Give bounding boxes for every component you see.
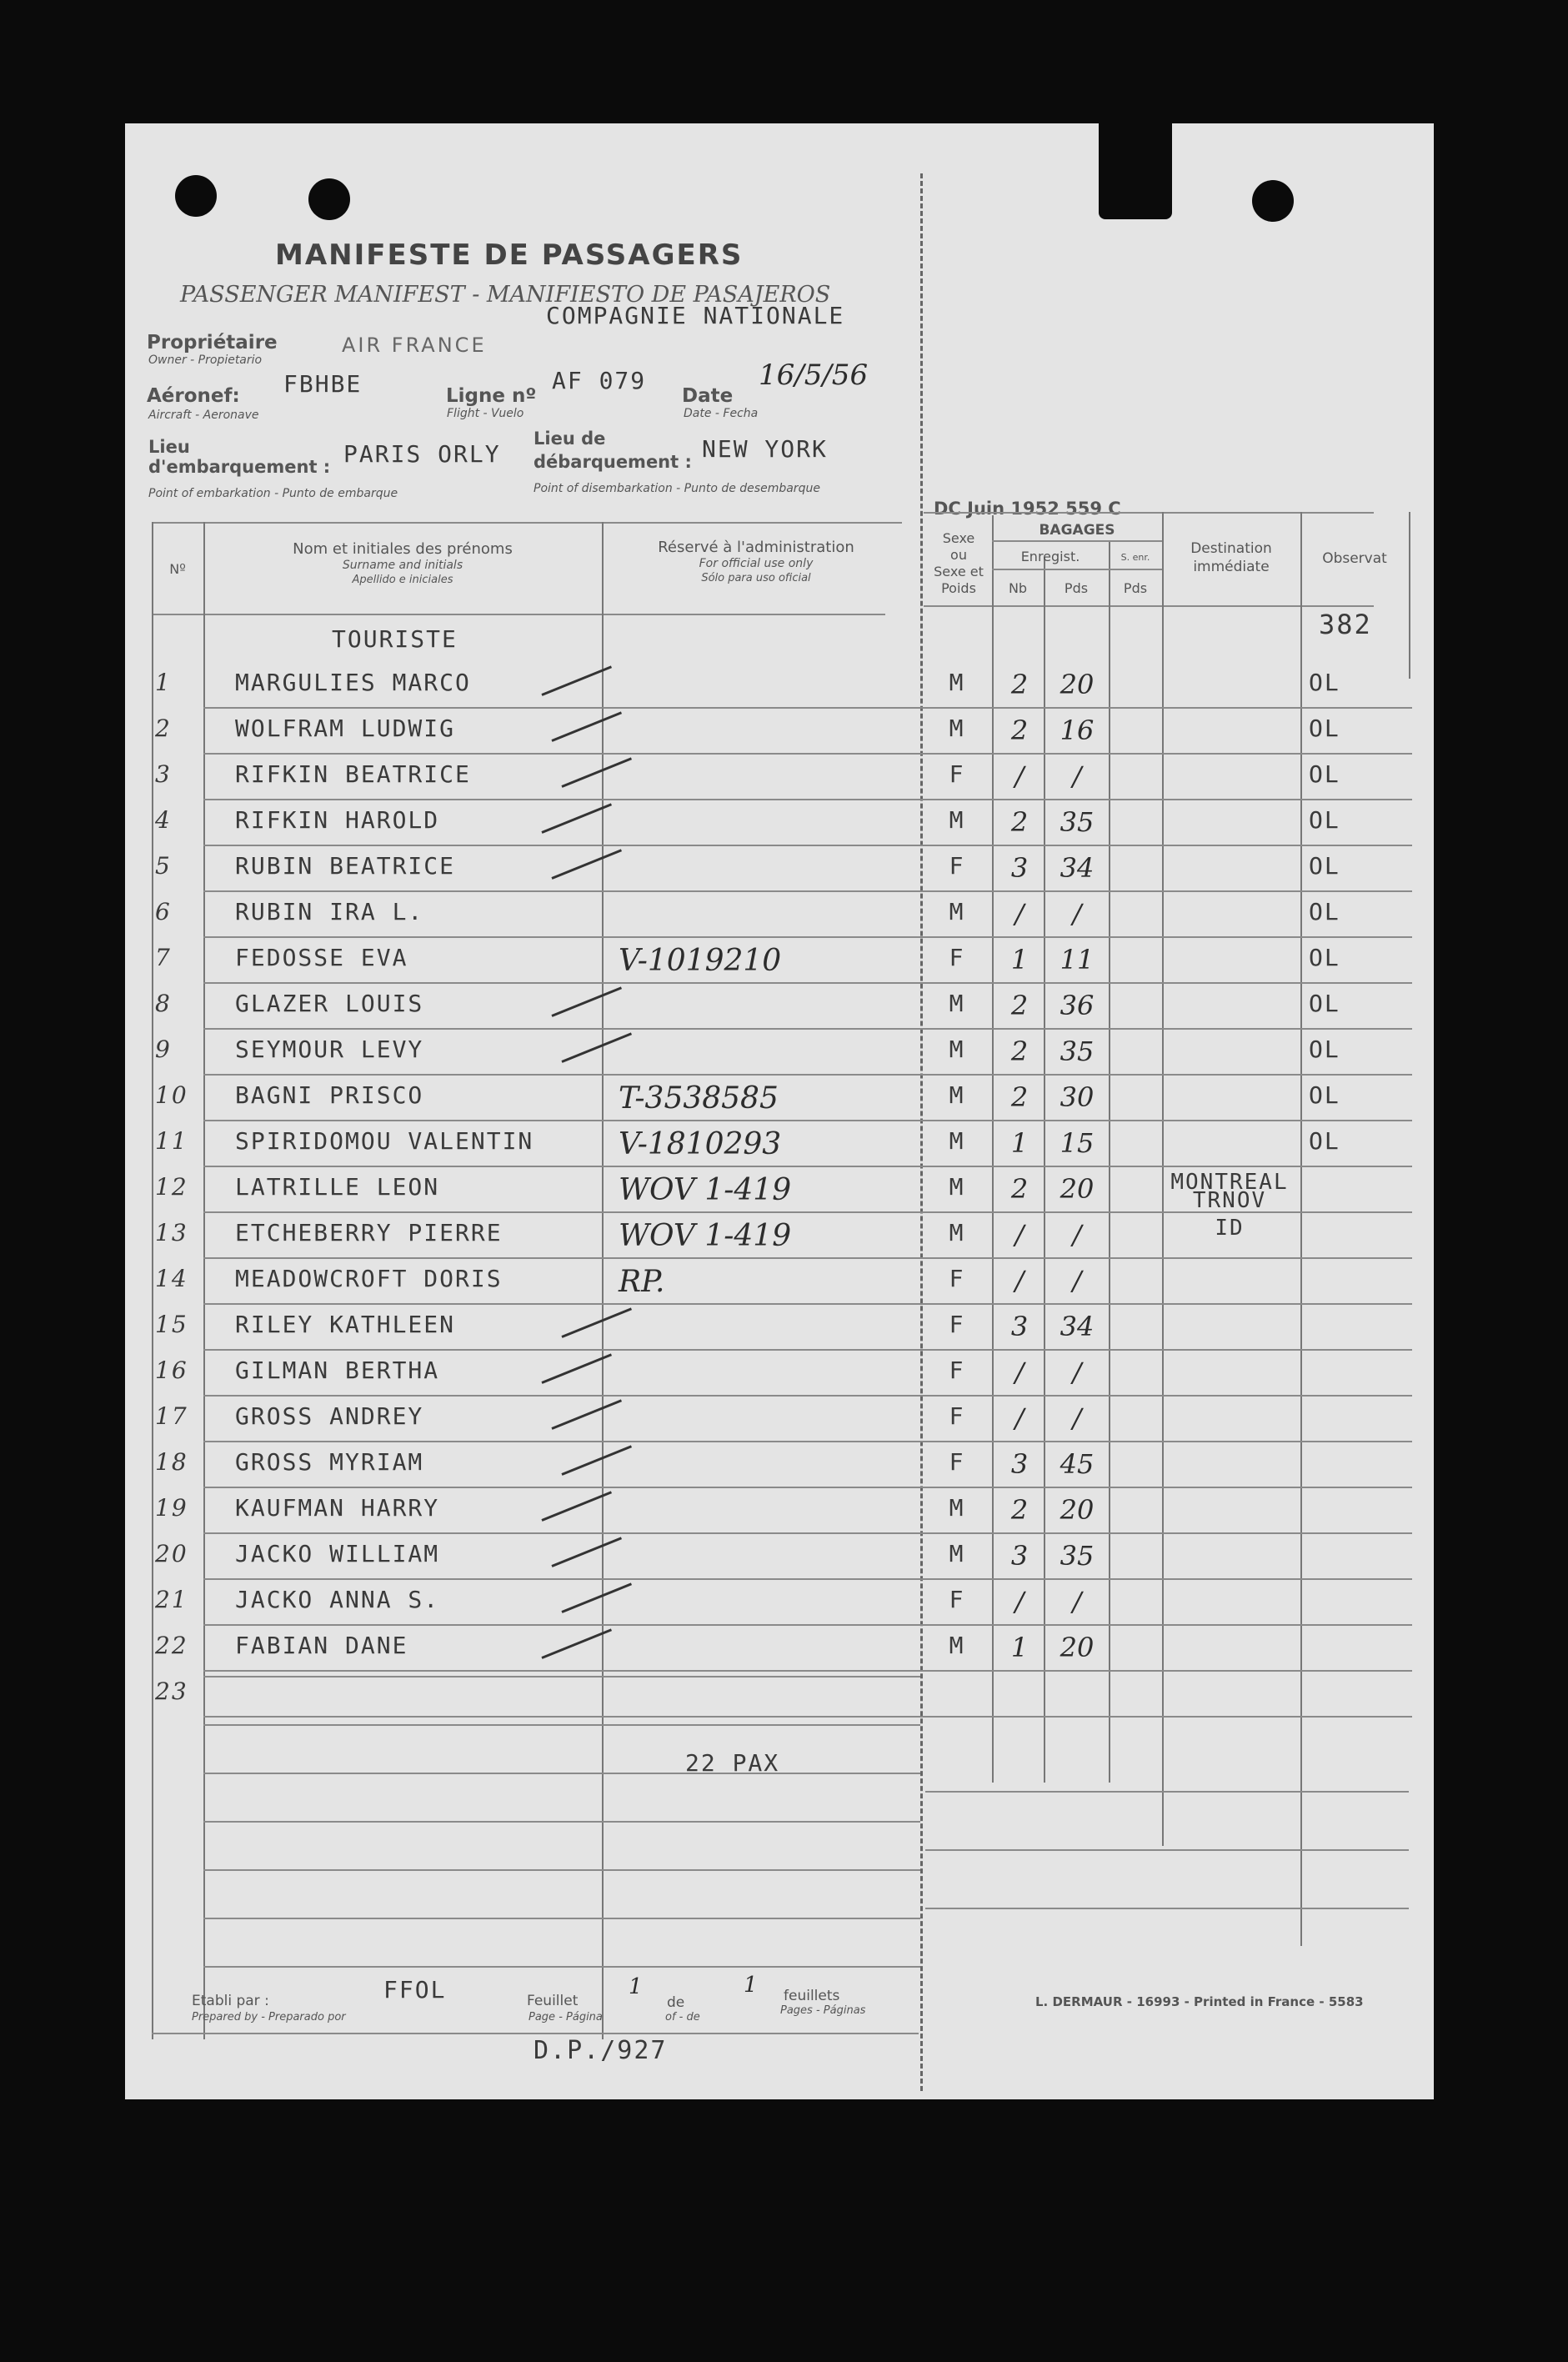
passenger-sex: M [949, 1540, 965, 1567]
table-rule [203, 1918, 920, 1919]
table-rule-right [925, 1849, 1409, 1851]
date-label: Date [682, 385, 734, 407]
observation: OL [1309, 944, 1340, 971]
passenger-sex: F [949, 1448, 965, 1476]
row-number: 19 [155, 1494, 188, 1522]
observations-number: 382 [1319, 609, 1372, 640]
baggage-count: / [1014, 1265, 1024, 1296]
passenger-name: SEYMOUR LEVY [235, 1036, 424, 1063]
col-header-name-es: Apellido e iniciales [352, 574, 453, 586]
destination: ID [1215, 1216, 1245, 1241]
baggage-weight: / [1072, 1586, 1082, 1617]
row-number: 3 [155, 760, 172, 788]
table-row [125, 893, 1434, 939]
embark-sublabel: Point of embarkation - Punto de embarque [148, 487, 398, 500]
table-row [125, 1489, 1434, 1535]
observation: OL [1309, 669, 1340, 696]
table-row [125, 1535, 1434, 1581]
baggage-weight: / [1072, 1265, 1082, 1296]
col-header-admin: Réservé à l'administration [658, 539, 854, 556]
passenger-sex: F [949, 852, 965, 880]
observation: OL [1309, 760, 1340, 788]
row-rule [203, 936, 1412, 938]
official-use: WOV 1-419 [619, 1173, 792, 1207]
table-rule [203, 1773, 920, 1774]
observation: OL [1309, 715, 1340, 742]
passenger-name: LATRILLE LEON [235, 1173, 440, 1201]
footer-rule [152, 2033, 919, 2034]
baggage-weight: 16 [1060, 715, 1095, 746]
dp-reference: D.P./927 [534, 2036, 668, 2065]
row-number: 14 [155, 1265, 188, 1292]
flight-label: Ligne nº [446, 385, 537, 407]
baggage-weight: 36 [1060, 990, 1095, 1021]
row-rule [203, 1395, 1412, 1397]
col-header-unregistered: S. enr. [1120, 552, 1150, 563]
passenger-sex: F [949, 1265, 965, 1292]
table-rule [203, 1676, 920, 1677]
col-header-observations: Observat [1322, 550, 1387, 567]
date-value: 16/5/56 [759, 359, 869, 392]
row-number: 7 [155, 944, 172, 971]
table-row [125, 1122, 1434, 1168]
table-row [125, 1214, 1434, 1260]
col-header-no: Nº [169, 561, 186, 577]
baggage-weight: 35 [1060, 1540, 1095, 1572]
baggage-weight: 11 [1060, 944, 1095, 975]
baggage-count: 2 [1010, 990, 1029, 1021]
official-use: T-3538585 [619, 1081, 779, 1116]
of-value: 1 [744, 1973, 758, 1998]
baggage-count: / [1014, 760, 1024, 792]
baggage-count: 2 [1010, 669, 1029, 700]
class-label: TOURISTE [332, 625, 458, 653]
check-mark [551, 1537, 622, 1567]
baggage-count: / [1014, 1402, 1024, 1434]
owner-label: Propriétaire [147, 332, 278, 354]
row-number: 13 [155, 1219, 188, 1246]
baggage-count: 3 [1010, 1540, 1029, 1572]
col-header-name-en: Surname and initials [342, 559, 463, 572]
check-mark [541, 665, 612, 695]
check-mark [551, 986, 622, 1016]
table-row [125, 1397, 1434, 1443]
sheet-value: 1 [629, 1974, 643, 1999]
row-rule [203, 1487, 1412, 1488]
table-header-rule-right [924, 605, 1374, 607]
observation: OL [1309, 1081, 1340, 1109]
table-row [125, 1627, 1434, 1672]
row-number: 11 [155, 1127, 188, 1155]
table-row [125, 710, 1434, 755]
passenger-sex: M [949, 1219, 965, 1246]
table-row [125, 1443, 1434, 1489]
table-row [125, 939, 1434, 985]
row-rule [203, 1532, 1412, 1534]
table-rule [203, 1821, 920, 1823]
baggage-weight: / [1072, 760, 1082, 792]
table-rule [203, 1869, 920, 1871]
baggage-count: 2 [1010, 1494, 1029, 1526]
passenger-sex: M [949, 715, 965, 742]
owner-sublabel: Owner - Propietario [148, 354, 263, 367]
passenger-sex: F [949, 760, 965, 788]
row-number: 6 [155, 898, 172, 925]
row-number: 10 [155, 1081, 188, 1109]
row-number: 1 [155, 669, 172, 696]
passenger-name: RUBIN IRA L. [235, 898, 424, 925]
row-rule [203, 982, 1412, 984]
passenger-sex: M [949, 806, 965, 834]
check-mark [561, 1582, 632, 1612]
passenger-sex: M [949, 1173, 965, 1201]
sheet-label: Feuillet [527, 1993, 579, 2009]
table-row [125, 1031, 1434, 1076]
observation: OL [1309, 852, 1340, 880]
baggage-count: 3 [1010, 852, 1029, 884]
baggage-count: 2 [1010, 806, 1029, 838]
passenger-name: KAUFMAN HARRY [235, 1494, 440, 1522]
embark-label: Lieu [148, 437, 190, 457]
observation: OL [1309, 990, 1340, 1017]
pax-total: 22 PAX [685, 1749, 780, 1777]
row-rule [203, 1257, 1412, 1259]
passenger-sex: M [949, 898, 965, 925]
row-number: 4 [155, 806, 172, 834]
table-row [125, 1581, 1434, 1627]
row-number: 12 [155, 1173, 188, 1201]
passenger-sex: M [949, 1036, 965, 1063]
row-rule [203, 1074, 1412, 1076]
col-header-baggage: BAGAGES [1039, 522, 1115, 539]
table-top-rule-right [924, 512, 1374, 514]
date-sublabel: Date - Fecha [684, 407, 759, 420]
col-header-admin-es: Sólo para uso oficial [701, 572, 811, 584]
row-rule [203, 1624, 1412, 1626]
baggage-count: / [1014, 1357, 1024, 1388]
prepared-by-value: FFOL [383, 1976, 447, 2003]
passenger-name: JACKO ANNA S. [235, 1586, 440, 1613]
check-mark [561, 1445, 632, 1475]
row-rule [203, 845, 1412, 846]
baggage-weight: 20 [1060, 1173, 1095, 1205]
table-rule-right [925, 1791, 1409, 1793]
table-rule [203, 1724, 920, 1726]
official-use: V-1810293 [619, 1127, 782, 1161]
printer-imprint: L. DERMAUR - 16993 - Printed in France - 5583 [1035, 1994, 1364, 2009]
disembark-value: NEW YORK [702, 435, 828, 463]
baggage-count: 1 [1010, 1632, 1029, 1663]
baggage-weight: 20 [1060, 1494, 1095, 1526]
baggage-rule [992, 540, 1162, 542]
row-number: 17 [155, 1402, 188, 1430]
check-mark [551, 849, 622, 879]
row-rule [203, 1670, 1412, 1672]
sheet-sublabel: Page - Página [529, 2011, 603, 2023]
of-label: de [667, 1994, 685, 2011]
row-number: 22 [155, 1632, 188, 1659]
col-header-nb: Nb [1008, 580, 1028, 596]
col-header-sex-or: ou [950, 547, 967, 563]
baggage-weight: 30 [1060, 1081, 1095, 1113]
embark-label-line2: d'embarquement : [148, 457, 331, 477]
row-number: 8 [155, 990, 172, 1017]
check-mark [541, 1628, 612, 1658]
passenger-sex: F [949, 1357, 965, 1384]
baggage-count: 2 [1010, 1173, 1029, 1205]
disembark-sublabel: Point of disembarkation - Punto de desembarque [534, 482, 820, 495]
baggage-count: 1 [1010, 1127, 1029, 1159]
table-row [125, 1306, 1434, 1352]
passenger-sex: F [949, 1311, 965, 1338]
passenger-name: MEADOWCROFT DORIS [235, 1265, 503, 1292]
table-row [125, 1672, 1434, 1718]
disembark-label-line2: débarquement : [534, 452, 692, 472]
observation: OL [1309, 1036, 1340, 1063]
manifest-title: MANIFESTE DE PASSAGERS [275, 238, 744, 272]
baggage-weight: 35 [1060, 806, 1095, 838]
table-row [125, 1168, 1434, 1214]
table-row [125, 801, 1434, 847]
table-row [125, 1076, 1434, 1122]
baggage-weight: / [1072, 1402, 1082, 1434]
row-number: 2 [155, 715, 172, 742]
passenger-name: WOLFRAM LUDWIG [235, 715, 456, 742]
baggage-weight: 35 [1060, 1036, 1095, 1067]
passenger-name: GROSS ANDREY [235, 1402, 424, 1430]
col-header-destination-2: immédiate [1193, 559, 1270, 575]
passenger-name: RIFKIN BEATRICE [235, 760, 471, 788]
check-mark [541, 1491, 612, 1521]
baggage-count: / [1014, 1219, 1024, 1251]
table-row [125, 985, 1434, 1031]
manifest-subtitle: PASSENGER MANIFEST - MANIFIESTO DE PASAJEROS [180, 282, 831, 308]
observation: OL [1309, 1127, 1340, 1155]
row-rule [203, 1716, 1412, 1718]
check-mark [551, 711, 622, 741]
baggage-count: 2 [1010, 1036, 1029, 1067]
table-header-rule [152, 614, 885, 615]
baggage-count: / [1014, 898, 1024, 930]
check-mark [541, 803, 612, 833]
row-number: 16 [155, 1357, 188, 1384]
pages-label: feuillets [784, 1988, 840, 2004]
col-divider [1409, 512, 1410, 679]
manifest-sheet [125, 123, 1434, 2099]
passenger-name: BAGNI PRISCO [235, 1081, 424, 1109]
row-rule [203, 1211, 1412, 1213]
official-use: RP. [619, 1265, 665, 1299]
official-use: WOV 1-419 [619, 1219, 792, 1253]
baggage-weight: / [1072, 1357, 1082, 1388]
table-row [125, 1260, 1434, 1306]
baggage-weight: 34 [1060, 852, 1095, 884]
check-mark [561, 1032, 632, 1062]
row-number: 20 [155, 1540, 188, 1567]
passenger-name: JACKO WILLIAM [235, 1540, 440, 1567]
check-mark [561, 1307, 632, 1337]
passenger-name: RUBIN BEATRICE [235, 852, 456, 880]
baggage-weight: 45 [1060, 1448, 1095, 1480]
row-number: 21 [155, 1586, 188, 1613]
punch-hole [175, 175, 217, 217]
passenger-sex: M [949, 1494, 965, 1522]
flight-sublabel: Flight - Vuelo [447, 407, 524, 420]
baggage-weight: 34 [1060, 1311, 1095, 1342]
passenger-sex: F [949, 944, 965, 971]
passenger-name: ETCHEBERRY PIERRE [235, 1219, 503, 1246]
passenger-sex: F [949, 1586, 965, 1613]
aircraft-sublabel: Aircraft - Aeronave [148, 409, 259, 422]
passenger-name: SPIRIDOMOU VALENTIN [235, 1127, 534, 1155]
row-rule [203, 707, 1412, 709]
baggage-weight: / [1072, 1219, 1082, 1251]
col-header-weight: Poids [941, 580, 976, 596]
punch-hole [1252, 180, 1294, 222]
table-row [125, 755, 1434, 801]
baggage-sub-rule [992, 569, 1162, 570]
passenger-name: GROSS MYRIAM [235, 1448, 424, 1476]
passenger-name: MARGULIES MARCO [235, 669, 471, 696]
embark-value: PARIS ORLY [343, 440, 501, 468]
of-sublabel: of - de [665, 2011, 700, 2023]
passenger-sex: M [949, 1632, 965, 1659]
row-rule [203, 1349, 1412, 1351]
observation: OL [1309, 898, 1340, 925]
baggage-weight: 20 [1060, 669, 1095, 700]
row-number: 23 [155, 1677, 188, 1705]
baggage-count: / [1014, 1586, 1024, 1617]
col-header-sex-and: Sexe et [934, 564, 984, 579]
passenger-name: RIFKIN HAROLD [235, 806, 440, 834]
passenger-name: GLAZER LOUIS [235, 990, 424, 1017]
row-number: 5 [155, 852, 172, 880]
baggage-weight: / [1072, 898, 1082, 930]
prepared-by-label: Etabli par : [192, 1993, 269, 2009]
pages-sublabel: Pages - Páginas [780, 2004, 866, 2017]
passenger-sex: M [949, 1127, 965, 1155]
col-header-sex: Sexe [942, 530, 975, 546]
col-header-pds: Pds [1064, 580, 1089, 596]
col-header-registered: Enregist. [1020, 549, 1080, 564]
col-header-destination: Destination [1190, 540, 1272, 557]
table-top-rule [152, 522, 902, 524]
passenger-name: GILMAN BERTHA [235, 1357, 440, 1384]
aircraft-value: FBHBE [283, 370, 363, 398]
disembark-label: Lieu de [534, 429, 606, 449]
baggage-count: 2 [1010, 1081, 1029, 1113]
punch-hole [308, 178, 350, 220]
baggage-weight: 20 [1060, 1632, 1095, 1663]
baggage-count: 3 [1010, 1448, 1029, 1480]
observation: OL [1309, 806, 1340, 834]
check-mark [561, 757, 632, 787]
passenger-name: FABIAN DANE [235, 1632, 408, 1659]
baggage-count: 1 [1010, 944, 1029, 975]
binder-tab-cutout [1099, 123, 1172, 219]
row-rule [203, 1303, 1412, 1305]
row-number: 15 [155, 1311, 188, 1338]
check-mark [551, 1399, 622, 1429]
baggage-count: 3 [1010, 1311, 1029, 1342]
row-rule [203, 1120, 1412, 1121]
passenger-sex: F [949, 1402, 965, 1430]
table-row [125, 847, 1434, 893]
aircraft-label: Aéronef: [147, 385, 240, 407]
table-row [125, 1352, 1434, 1397]
baggage-count: 2 [1010, 715, 1029, 746]
table-rule [203, 1966, 920, 1968]
destination: MONTREAL TRNOV [1170, 1170, 1289, 1213]
owner-value: AIR FRANCE [342, 333, 487, 357]
baggage-weight: 15 [1060, 1127, 1095, 1159]
row-rule [203, 753, 1412, 755]
col-header-pds-unreg: Pds [1123, 580, 1148, 596]
row-number: 9 [155, 1036, 172, 1063]
row-rule [203, 1441, 1412, 1442]
row-number: 18 [155, 1448, 188, 1476]
col-header-name: Nom et initiales des prénoms [293, 540, 513, 558]
passenger-sex: M [949, 1081, 965, 1109]
table-rule-right [925, 1908, 1409, 1909]
official-use: V-1019210 [619, 944, 782, 978]
check-mark [541, 1353, 612, 1383]
table-row [125, 664, 1434, 710]
row-rule [203, 799, 1412, 800]
row-rule [203, 1578, 1412, 1580]
owner-extra: COMPAGNIE NATIONALE [546, 302, 845, 329]
row-rule [203, 890, 1412, 892]
row-rule [203, 1028, 1412, 1030]
form-code: DC Juin 1952 559 C [934, 499, 1121, 519]
passenger-sex: M [949, 990, 965, 1017]
passenger-name: RILEY KATHLEEN [235, 1311, 456, 1338]
row-rule [203, 1166, 1412, 1167]
prepared-by-sublabel: Prepared by - Preparado por [192, 2011, 346, 2023]
col-header-admin-en: For official use only [699, 557, 814, 570]
passenger-name: FEDOSSE EVA [235, 944, 408, 971]
flight-value: AF 079 [552, 367, 647, 394]
passenger-sex: M [949, 669, 965, 696]
